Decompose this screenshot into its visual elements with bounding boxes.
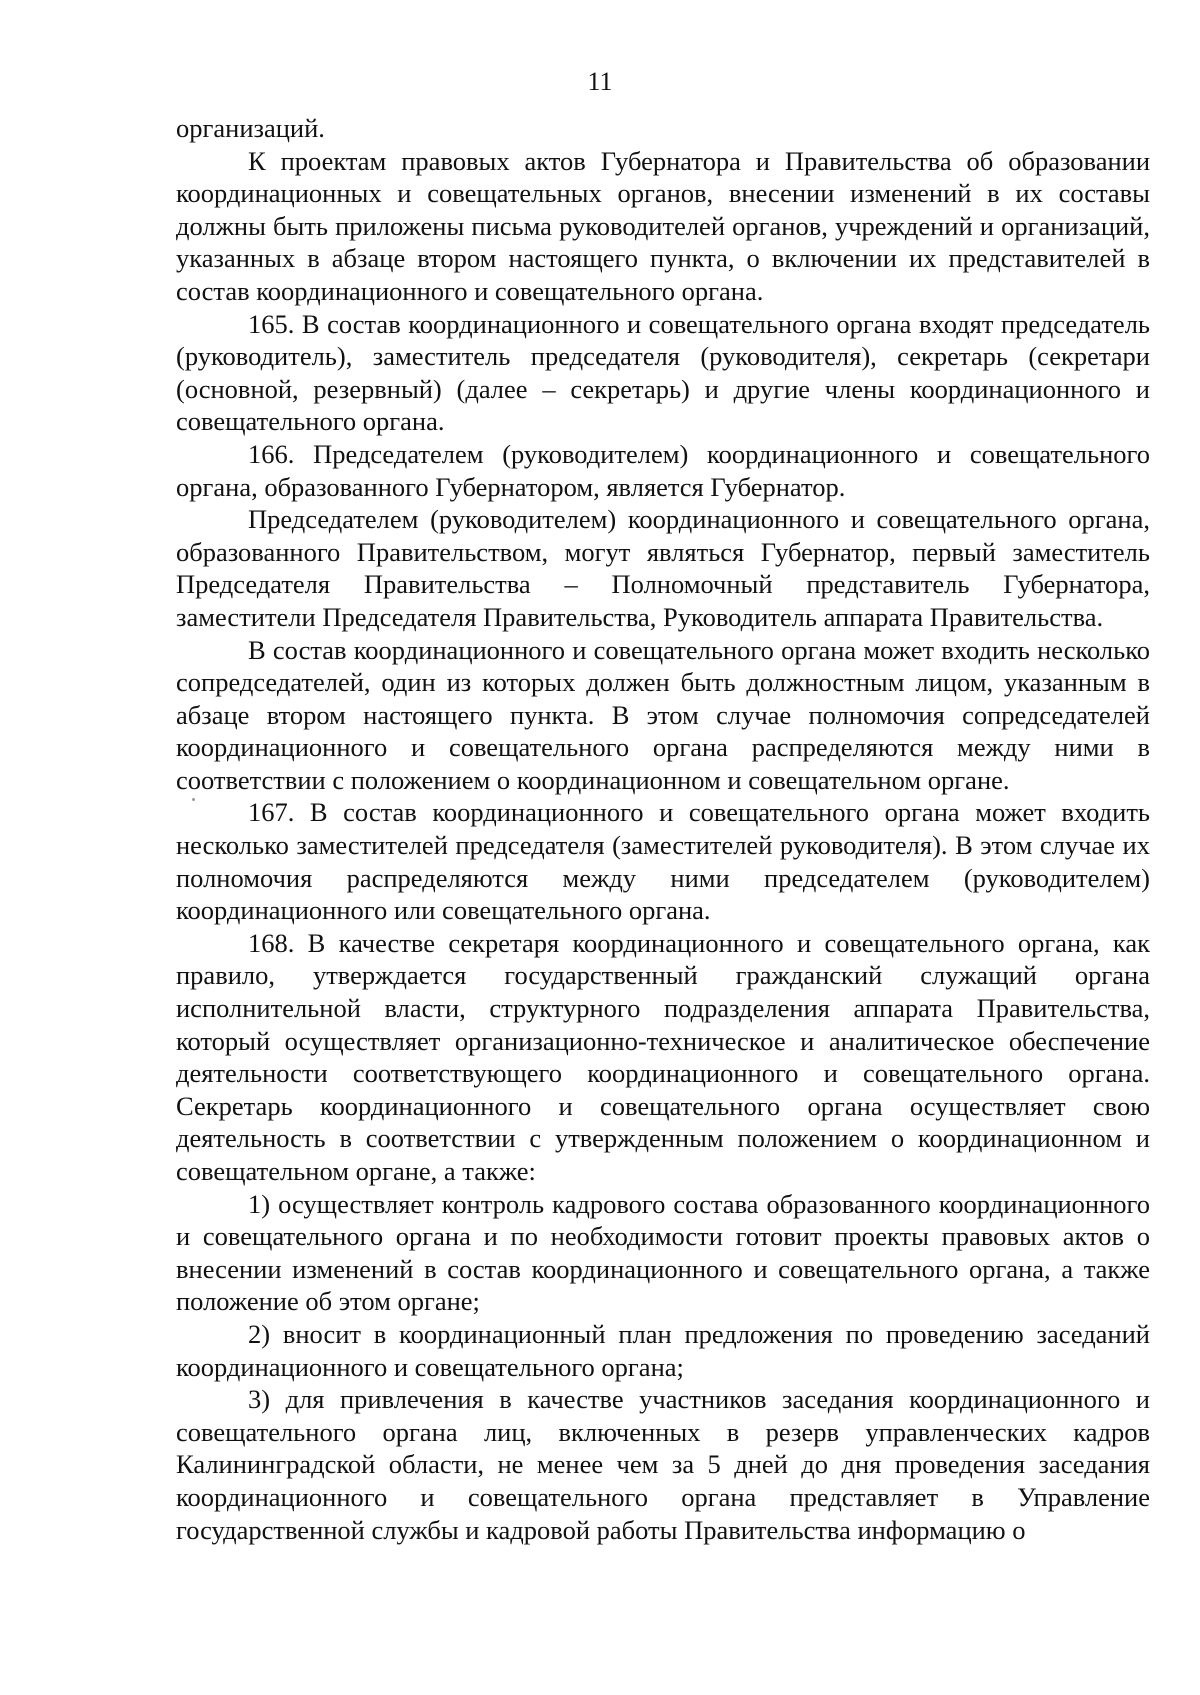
document-body — [176, 112, 1150, 1546]
paragraph: 1) осуществляет контроль кадрового состава образованного координационного и совещательного органа и по необходимости готовит проекты правовых актов о внесении изменений в состав координационного и совещательного органа, а также положение об этом органе; — [176, 1188, 1150, 1317]
paragraph: В состав координационного и совещательного органа может входить несколько сопредседателей, один из которых должен быть должностным лицом, указанным в абзаце втором настоящего пункта. В этом случае полномочия сопредседателей координационного и совещательного органа распределяются между ними в соответствии с положением о координационном и совещательном органе. — [176, 634, 1150, 795]
scan-speck — [192, 798, 195, 801]
paragraph: 2) вносит в координационный план предложения по проведению заседаний координационного и совещательного органа; — [176, 1318, 1150, 1382]
paragraph: К проектам правовых актов Губернатора и Правительства об образовании координационных и совещательных органов, внесении изменений в их составы должны быть приложены письма руководителей органов, учреждений и организаций, указанных в абзаце втором настоящего пункта, о включении их представителей в состав координационного и совещательного органа. — [176, 145, 1150, 306]
paragraph: 3) для привлечения в качестве участников заседания координационного и совещательного органа лиц, включенных в резерв управленческих кадров Калининградской области, не менее чем за 5 дней до дня проведения заседания координационного и совещательного органа представляет в Управление государственной службы и кадровой работы Правительства информацию о — [176, 1384, 1150, 1545]
page-number: 11 — [587, 67, 613, 96]
paragraph: организаций. — [176, 113, 325, 143]
paragraph: 167. В состав координационного и совещательного органа может входить несколько заместителей председателя (заместителей руководителя). В этом случае их полномочия распределяются между ними председателем (руководителем) координационного или совещательного органа. — [176, 797, 1150, 926]
paragraph: 168. В качестве секретаря координационного и совещательного органа, как правило, утверждается государственный гражданский служащий органа исполнительной власти, структурного подразделения аппарата Правительства, который осуществляет организационно-техническое и аналитическое обеспечение деятельности соответствующего координационного и совещательного органа. Секретарь координационного и совещательного органа осуществляет свою деятельность в соответствии с утвержденным положением о координационном и совещательном органе, а также: — [176, 927, 1150, 1186]
paragraph: 166. Председателем (руководителем) координационного и совещательного органа, образованного Губернатором, является Губернатор. — [176, 438, 1150, 502]
paragraph: 165. В состав координационного и совещательного органа входят председатель (руководитель), заместитель председателя (руководителя), секретарь (секретари (основной, резервный) (далее – секретарь) и другие члены координационного и совещательного органа. — [176, 308, 1150, 437]
paragraph: Председателем (руководителем) координационного и совещательного органа, образованного Правительством, могут являться Губернатор, первый заместитель Председателя Правительства – Полномочный представитель Губернатора, заместители Председателя Правительства, Руководитель аппарата Правительства. — [176, 504, 1150, 632]
